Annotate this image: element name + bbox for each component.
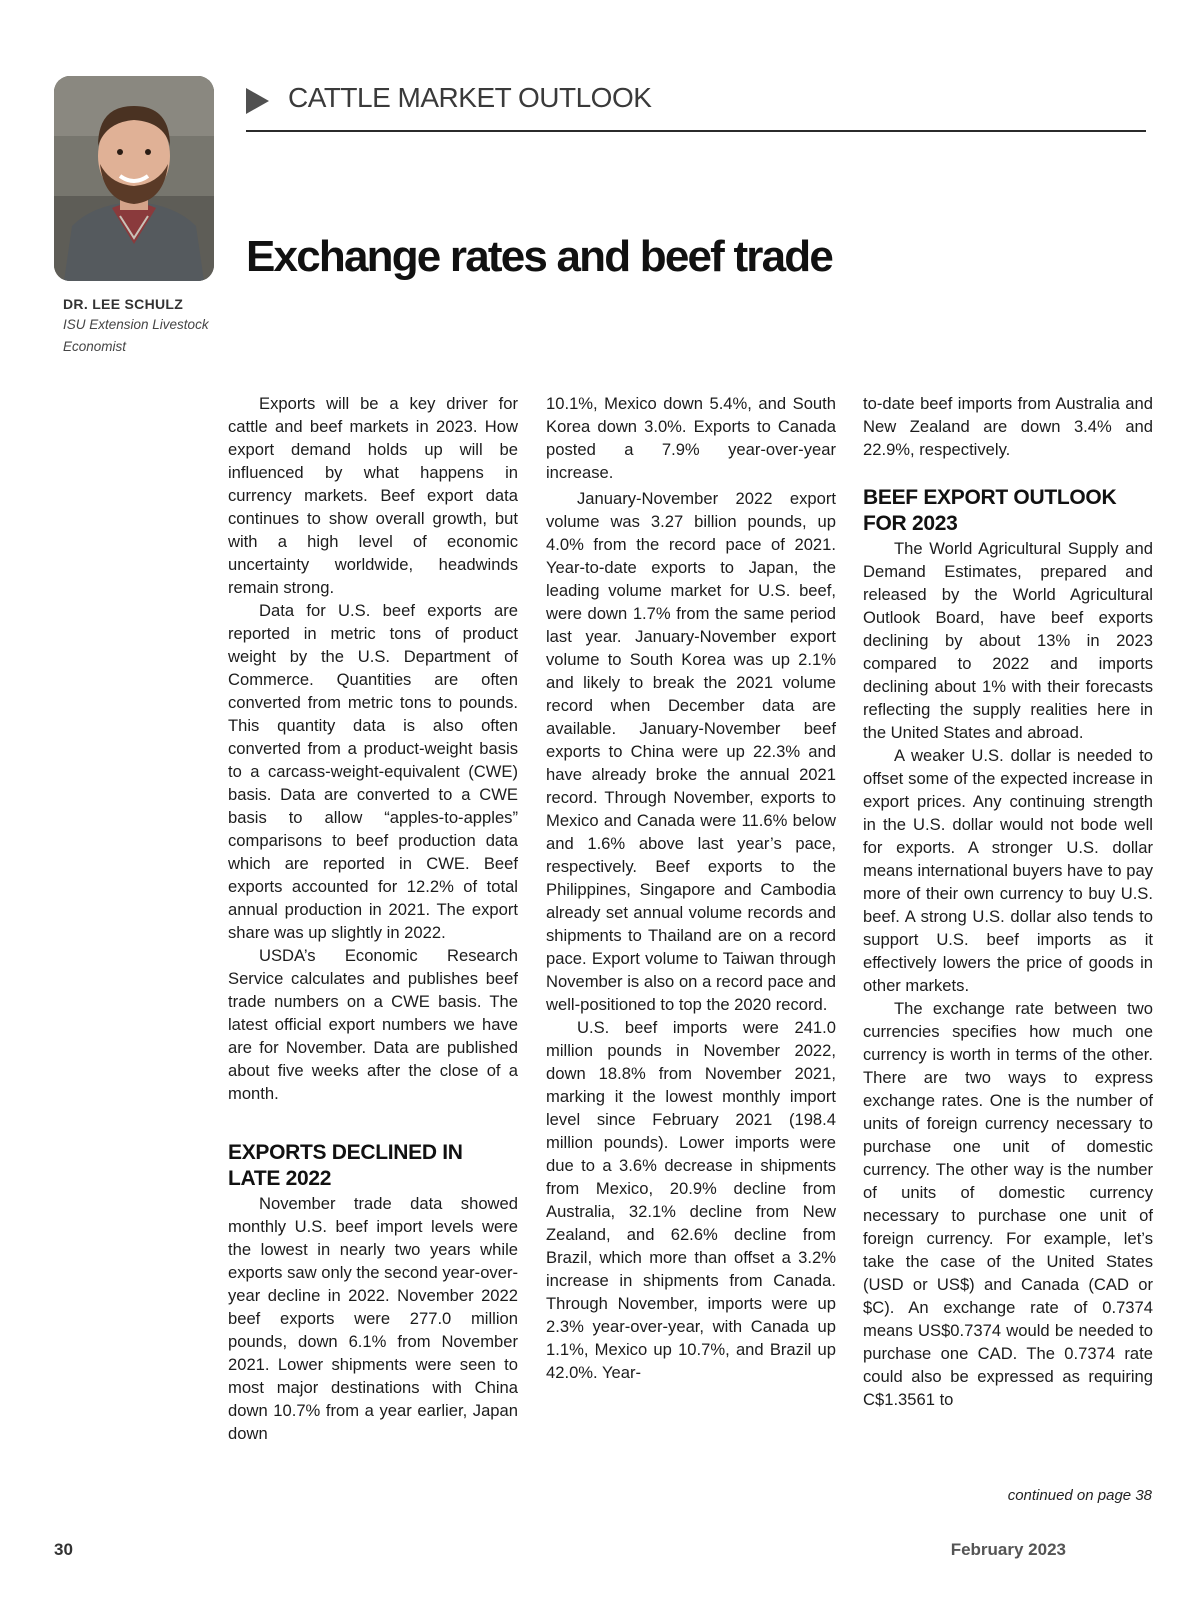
author-title: ISU Extension Livestock Economist [63,317,209,354]
section-label: CATTLE MARKET OUTLOOK [288,82,652,113]
paragraph: Data for U.S. beef exports are reported in metric tons of product weight by the U.S. Department of Commerce. Quantities are often converted from metric tons to pounds. This quantity data is also often converted from a product-weight basis to a carcass-weight-equivalent (CWE) basis. Data are converted to a CWE basis to allow “apples-to-apples” comparisons to beef production data which are reported in CWE. Beef exports accounted for 12.2% of total annual production in 2021. The export share was up slightly in 2022. [228,601,518,942]
paragraph: A weaker U.S. dollar is needed to offset some of the expected increase in export prices. Any continuing strength in the U.S. dollar would not bode well for exports. A stronger U.S. dollar means international buyers have to pay more of their own currency to buy U.S. beef. A strong U.S. dollar also tends to support U.S. beef imports as it effectively lowers the price of goods in other markets. [863,746,1153,995]
paragraph: USDA’s Economic Research Service calculates and publishes beef trade numbers on a CWE basis. The latest official export numbers we have are for November. Data are published about five weeks after the close of a month. [228,946,518,1103]
article-column-2 [546,392,836,1384]
paragraph: The exchange rate between two currencies specifies how much one currency is worth in terms of the other. There are two ways to express exchange rates. One is the number of units of foreign currency necessary to purchase one unit of domestic currency. The other way is the number of units of domestic currency necessary to purchase one unit of foreign currency. For example, let’s take the case of the United States (USD or US$) and Canada (CAD or $C). An exchange rate of 0.7374 means US$0.7374 would be needed to purchase one CAD. The 0.7374 rate could also be expressed as requiring C$1.3561 to [863,999,1153,1409]
continued-note: continued on page 38 [1007,1487,1152,1504]
page-number: 30 [54,1540,73,1559]
paragraph: Exports will be a key driver for cattle and beef markets in 2023. How export demand holds up will be influenced by what happens in currency markets. Beef export data continues to show overall growth, but with a high level of economic uncertainty worldwide, headwinds remain strong. [228,394,518,597]
paragraph: The World Agricultural Supply and Demand Estimates, prepared and released by the World Agricultural Outlook Board, have beef exports declining by about 13% in 2023 compared to 2022 and imports declining about 1% with their forecasts reflecting the supply realities here in the United States and abroad. [863,539,1153,742]
article-column-1 [228,392,518,1445]
issue-date: February 2023 [950,1540,1066,1559]
paragraph: January-November 2022 export volume was 3.27 billion pounds, up 4.0% from the record pace of 2021. Year-to-date exports to Japan, the leading volume market for U.S. beef, were down 1.7% from the same period last year. January-November export volume to South Korea was up 2.1% and likely to break the 2021 volume record when December data are available. January-November beef exports to China were up 22.3% and have already broke the annual 2021 record. Through November, exports to Mexico and Canada were 11.6% below and 1.6% above last year’s pace, respectively. Beef exports to the Philippines, Singapore and Cambodia already set annual volume records and shipments to Thailand are on a record pace. Export volume to Taiwan through November is also on a record pace and well-positioned to top the 2020 record. [546,489,836,1014]
paragraph: to-date beef imports from Australia and New Zealand are down 3.4% and 22.9%, respectively. [863,394,1153,459]
author-byline [63,296,233,358]
author-photo [54,76,214,281]
article-headline: Exchange rates and beef trade [246,232,833,281]
header-rule [246,130,1146,132]
author-name: DR. LEE SCHULZ [63,296,184,312]
paragraph: 10.1%, Mexico down 5.4%, and South Korea down 3.0%. Exports to Canada posted a 7.9% year-over-year increase. [546,394,836,482]
article-column-3 [863,392,1153,1411]
subheading: EXPORTS DECLINED IN LATE 2022 [228,1141,463,1190]
paragraph: November trade data showed monthly U.S. beef import levels were the lowest in nearly two years while exports saw only the second year-over-year decline in 2022. November 2022 beef exports were 277.0 million pounds, down 6.1% from November 2021. Lower shipments were seen to most major destinations with China down 10.7% from a year earlier, Japan down [228,1194,518,1443]
play-triangle-icon [246,88,269,114]
subheading: BEEF EXPORT OUTLOOK FOR 2023 [863,486,1117,535]
paragraph: U.S. beef imports were 241.0 million pounds in November 2022, down 18.8% from November 2021, marking it the lowest monthly import level since February 2021 (198.4 million pounds). Lower imports were due to a 3.6% decrease in shipments from Mexico, 20.9% decline from Australia, 32.1% decline from New Zealand, and 62.6% decline from Brazil, which more than offset a 3.2% increase in shipments from Canada. Through November, imports were up 2.3% year-over-year, with Canada up 1.1%, Mexico up 10.7%, and Brazil up 42.0%. Year- [546,1018,836,1382]
